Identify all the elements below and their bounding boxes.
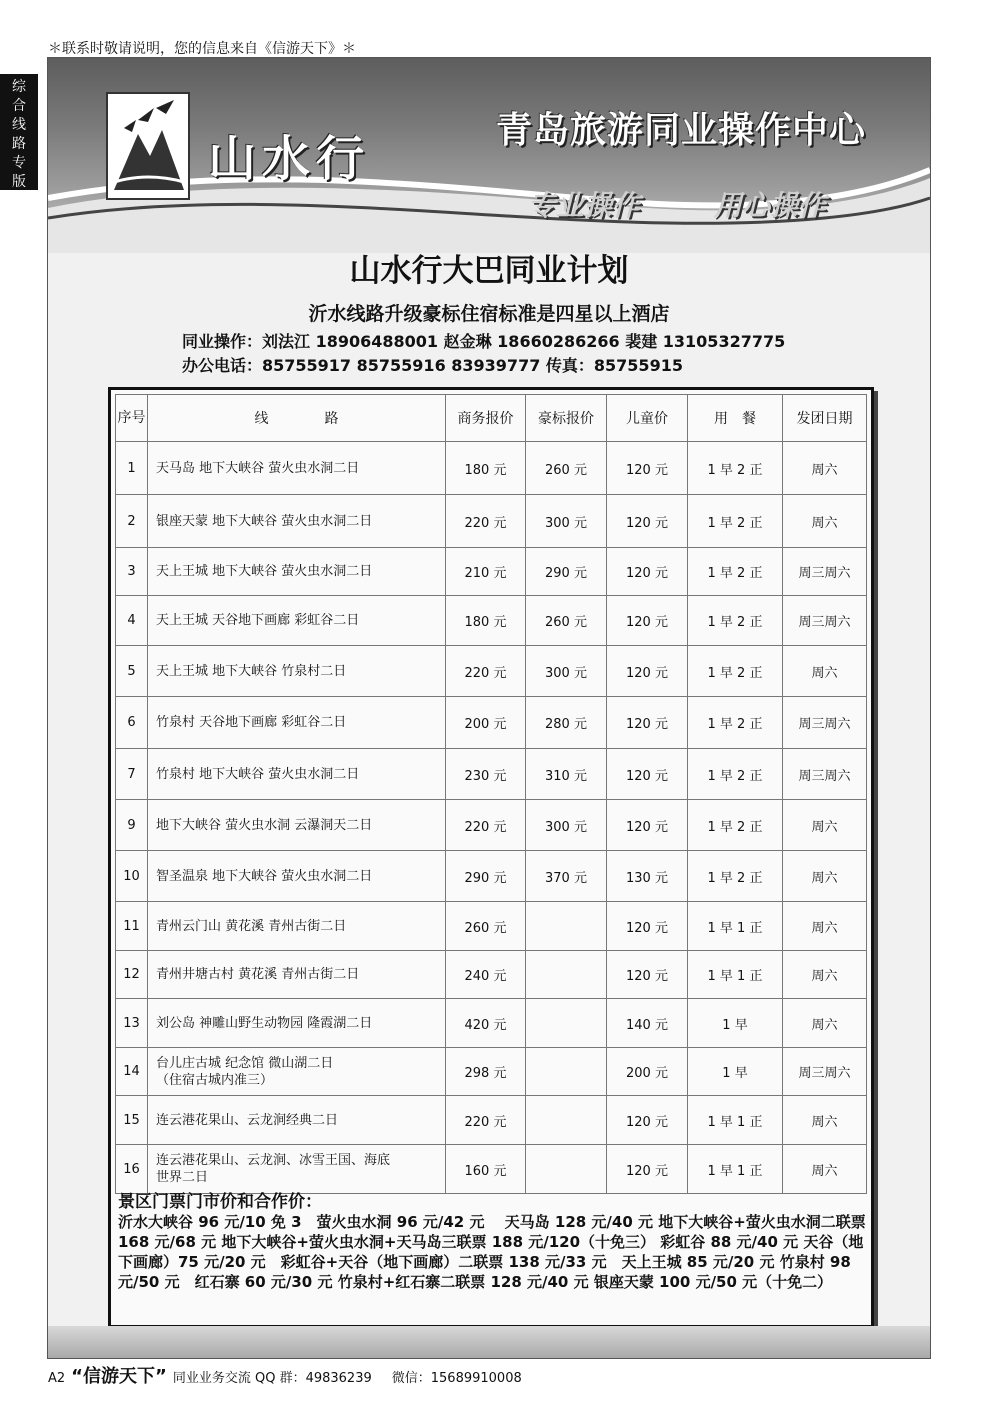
cell-child-price: 120 元 [607,646,688,697]
cell-departure-date: 周六 [783,1145,867,1194]
cell-child-price: 120 元 [607,951,688,999]
cell-departure-date: 周六 [783,951,867,999]
cell-child-price: 120 元 [607,1096,688,1145]
cell-departure-date: 周六 [783,902,867,951]
cell-business-price: 298 元 [446,1048,526,1096]
cell-child-price: 120 元 [607,1145,688,1194]
cell-seq: 9 [116,800,148,851]
table-row [116,902,867,951]
logo-mountain-emblem [106,92,190,200]
cell-deluxe-price: 260 元 [526,596,607,646]
table-row [116,951,867,999]
cell-child-price: 120 元 [607,749,688,800]
cell-meal: 1 早 2 正 [688,596,783,646]
cell-meal: 1 早 2 正 [688,495,783,548]
header-child-price: 儿童价 [607,395,688,442]
table-row [116,596,867,646]
cell-deluxe-price [526,902,607,951]
header-deluxe-price: 豪标报价 [526,395,607,442]
cell-departure-date: 周三周六 [783,697,867,749]
cell-child-price: 120 元 [607,495,688,548]
top-note: ＊联系时敬请说明，您的信息来自《信游天下》＊ [48,41,356,57]
cell-child-price: 200 元 [607,1048,688,1096]
route-table-box [108,387,874,1328]
footer [48,1362,522,1388]
cell-departure-date: 周六 [783,495,867,548]
cell-meal: 1 早 [688,999,783,1048]
cell-route: 连云港花果山、云龙涧经典二日 [148,1096,446,1145]
header-departure-date: 发团日期 [783,395,867,442]
table-row [116,999,867,1048]
ticket-price-notes [118,1192,866,1292]
side-tab-char: 专 [12,155,26,171]
cell-deluxe-price [526,1145,607,1194]
cell-route: 天上王城 地下大峡谷 竹泉村二日 [148,646,446,697]
cell-business-price: 420 元 [446,999,526,1048]
cell-departure-date: 周三周六 [783,596,867,646]
cell-deluxe-price: 370 元 [526,851,607,902]
cell-business-price: 220 元 [446,1096,526,1145]
cell-child-price: 120 元 [607,902,688,951]
table-header-row [116,395,867,442]
cell-deluxe-price [526,1096,607,1145]
cell-route: 银座天蒙 地下大峡谷 萤火虫水洞二日 [148,495,446,548]
cell-departure-date: 周三周六 [783,1048,867,1096]
table-row [116,697,867,749]
route-table [115,394,867,1194]
footer-wechat: 微信：15689910008 [391,1371,522,1386]
cell-seq: 3 [116,548,148,596]
cell-deluxe-price: 290 元 [526,548,607,596]
cell-deluxe-price [526,1048,607,1096]
table-row [116,646,867,697]
cell-seq: 16 [116,1145,148,1194]
side-tab-char: 版 [12,174,26,190]
cell-deluxe-price: 280 元 [526,697,607,749]
header-seq: 序号 [116,395,148,442]
main-title: 山水行大巴同业计划 [349,253,629,289]
cell-business-price: 180 元 [446,442,526,495]
notes-title: 景区门票门市价和合作价： [118,1192,322,1212]
header-business-price: 商务报价 [446,395,526,442]
cell-meal: 1 早 2 正 [688,851,783,902]
cell-route: 天上王城 天谷地下画廊 彩虹谷二日 [148,596,446,646]
contact-office-phone: 办公电话：85755917 85755916 83939777 传真：85755915 [182,356,683,375]
cell-route: 青州云门山 黄花溪 青州古街二日 [148,902,446,951]
side-tab-char: 合 [12,98,26,114]
header-meal: 用 餐 [688,395,783,442]
table-row [116,1145,867,1194]
cell-route: 竹泉村 天谷地下画廊 彩虹谷二日 [148,697,446,749]
cell-business-price: 200 元 [446,697,526,749]
cell-business-price: 180 元 [446,596,526,646]
contact-operators: 同业操作：刘法江 18906488001 赵金琳 18660286266 裴建 13105327775 [182,332,786,351]
table-row [116,749,867,800]
cell-meal: 1 早 2 正 [688,749,783,800]
cell-departure-date: 周六 [783,999,867,1048]
side-tab-char: 综 [12,79,26,95]
header-route: 线 路 [148,395,446,442]
cell-seq: 6 [116,697,148,749]
table-row [116,1048,867,1096]
cell-departure-date: 周六 [783,800,867,851]
cell-business-price: 230 元 [446,749,526,800]
cell-departure-date: 周六 [783,851,867,902]
side-tab-char: 路 [12,136,26,152]
cell-route: 刘公岛 神雕山野生动物园 隆霞湖二日 [148,999,446,1048]
cell-route: 地下大峡谷 萤火虫水洞 云瀑洞天二日 [148,800,446,851]
header-banner [48,58,930,253]
cell-business-price: 220 元 [446,646,526,697]
cell-meal: 1 早 2 正 [688,697,783,749]
cell-business-price: 290 元 [446,851,526,902]
page-number: A2 [48,1371,66,1386]
slogan-dedicated: 用心操作 [714,189,827,222]
side-tab-char: 线 [12,117,26,133]
cell-deluxe-price: 300 元 [526,495,607,548]
cell-child-price: 130 元 [607,851,688,902]
cell-child-price: 120 元 [607,697,688,749]
cell-seq: 2 [116,495,148,548]
cell-route: 竹泉村 地下大峡谷 萤火虫水洞二日 [148,749,446,800]
cell-child-price: 120 元 [607,548,688,596]
cell-seq: 11 [116,902,148,951]
cell-route: 智圣温泉 地下大峡谷 萤火虫水洞二日 [148,851,446,902]
table-row [116,442,867,495]
notes-body: 沂水大峡谷 96 元/10 免 3 萤火虫水洞 96 元/42 元 天马岛 128 元/40 元 地下大峡谷+萤火虫水洞二联票 168 元/68 元 地下大峡谷+萤火虫水洞+天马岛三联票 188 元/120（十免三） 彩虹谷 88 元/40 元 天谷（地下画廊）75 元/20 元 彩虹谷+天谷（地下画廊）二联票 138 元/33 元 天上王城 85 元/20 元 竹泉村 98 元/50 元 红石寨 60 元/30 元 竹泉村+红石寨二联票 128 元/40 元 银座天蒙 100 元/50 元（十免二） [118,1213,866,1291]
cell-seq: 7 [116,749,148,800]
cell-meal: 1 早 [688,1048,783,1096]
cell-meal: 1 早 1 正 [688,951,783,999]
bottom-decoration-strip [48,1326,930,1358]
cell-seq: 14 [116,1048,148,1096]
subtitle: 沂水线路升级豪标住宿标准是四星以上酒店 [308,303,670,325]
footer-brand: “信游天下” [71,1366,167,1387]
cell-meal: 1 早 1 正 [688,902,783,951]
cell-route: 台儿庄古城 纪念馆 微山湖二日 （住宿古城内准三） [148,1048,446,1096]
cell-seq: 12 [116,951,148,999]
cell-seq: 10 [116,851,148,902]
center-title: 青岛旅游同业操作中心 [496,110,867,151]
table-row [116,800,867,851]
cell-child-price: 120 元 [607,442,688,495]
cell-seq: 5 [116,646,148,697]
cell-route: 青州井塘古村 黄花溪 青州古街二日 [148,951,446,999]
cell-seq: 4 [116,596,148,646]
cell-deluxe-price: 260 元 [526,442,607,495]
slogan-professional: 专业操作 [528,189,641,222]
cell-departure-date: 周三周六 [783,749,867,800]
cell-meal: 1 早 2 正 [688,800,783,851]
cell-seq: 1 [116,442,148,495]
brand-name: 山水行 [208,131,371,187]
cell-business-price: 210 元 [446,548,526,596]
cell-departure-date: 周六 [783,646,867,697]
cell-child-price: 140 元 [607,999,688,1048]
cell-seq: 13 [116,999,148,1048]
cell-deluxe-price: 300 元 [526,800,607,851]
cell-business-price: 160 元 [446,1145,526,1194]
cell-departure-date: 周三周六 [783,548,867,596]
cell-seq: 15 [116,1096,148,1145]
cell-deluxe-price [526,951,607,999]
cell-child-price: 120 元 [607,596,688,646]
cell-meal: 1 早 1 正 [688,1096,783,1145]
cell-departure-date: 周六 [783,1096,867,1145]
table-row [116,851,867,902]
page-frame [47,57,931,1359]
section-side-tab [0,74,38,190]
table-row [116,495,867,548]
footer-qq-group: 同业业务交流 QQ 群：49836239 [172,1371,372,1386]
cell-meal: 1 早 2 正 [688,646,783,697]
cell-business-price: 220 元 [446,800,526,851]
table-row [116,548,867,596]
cell-business-price: 220 元 [446,495,526,548]
cell-child-price: 120 元 [607,800,688,851]
cell-meal: 1 早 1 正 [688,1145,783,1194]
cell-meal: 1 早 2 正 [688,442,783,495]
cell-business-price: 240 元 [446,951,526,999]
cell-deluxe-price: 310 元 [526,749,607,800]
cell-departure-date: 周六 [783,442,867,495]
cell-route: 天上王城 地下大峡谷 萤火虫水洞二日 [148,548,446,596]
cell-deluxe-price: 300 元 [526,646,607,697]
cell-route: 连云港花果山、云龙涧、冰雪王国、海底 世界二日 [148,1145,446,1194]
cell-meal: 1 早 2 正 [688,548,783,596]
cell-route: 天马岛 地下大峡谷 萤火虫水洞二日 [148,442,446,495]
cell-deluxe-price [526,999,607,1048]
cell-business-price: 260 元 [446,902,526,951]
table-row [116,1096,867,1145]
